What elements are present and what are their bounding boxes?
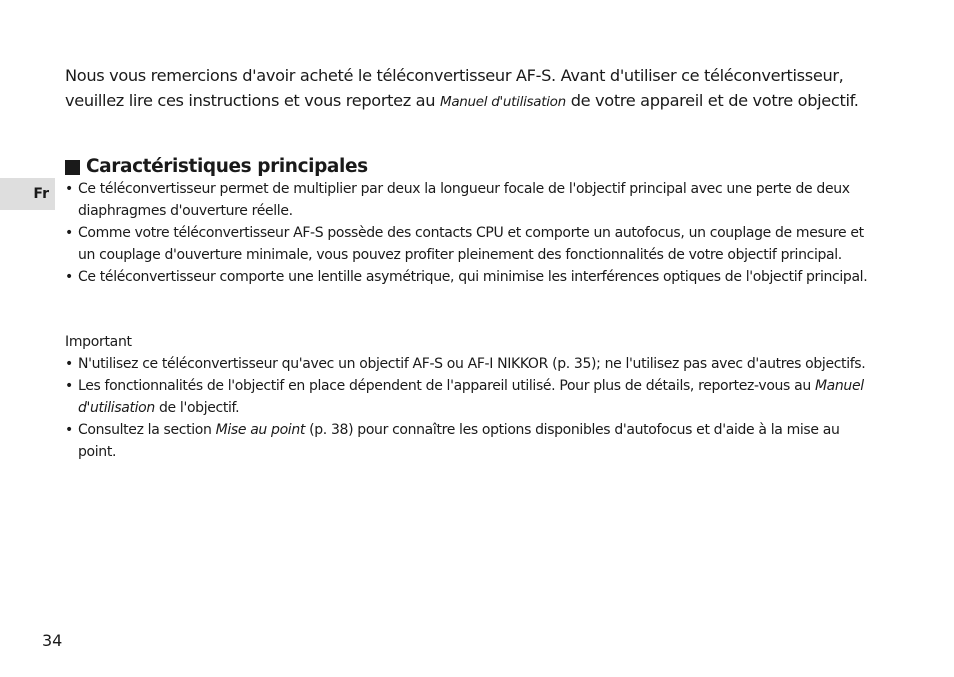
list-item	[65, 353, 880, 375]
important-text: N'utilisez ce téléconvertisseur qu'avec un objectif AF-S ou AF-I NIKKOR (p. 35); ne l'utilisez pas avec d'autres objectifs.	[78, 356, 866, 372]
feature-text: comporte une lentille asymétrique, qui minimise les interférences optiques de l'objectif principal.	[215, 269, 868, 285]
features-list	[65, 178, 880, 288]
feature-text: permet de multiplier par deux la longueur focale de l'objectif principal avec une perte de deux diaphragmes d'ouverture réelle.	[78, 181, 850, 219]
important-label: Important	[65, 334, 132, 350]
feature-text: Comme votre téléconvertisseur AF-S possède des contacts CPU et comporte un autofocus, un couplage de mesure et un couplage d'ouverture minimale, vous pouvez profiter pleinement des fonctionnalités de votre objectif principal.	[78, 225, 864, 263]
feature-lead: Ce téléconvertisseur	[78, 181, 216, 197]
bullet-icon: •	[65, 269, 73, 285]
page-number: 34	[42, 631, 63, 650]
square-bullet-icon	[65, 160, 80, 175]
important-italic-reference: Manuel d'utilisation	[78, 378, 864, 416]
important-text: de l'objectif.	[154, 400, 240, 416]
list-item	[65, 222, 880, 266]
bullet-icon: •	[65, 225, 73, 241]
section-heading-text: Caractéristiques principales	[86, 156, 368, 177]
language-tab-label: Fr	[33, 186, 49, 202]
important-text: Les fonctionnalités de l'objectif en place dépendent de l'appareil utilisé. Pour plus de détails, reportez-vous au	[78, 378, 815, 394]
list-item	[65, 266, 880, 288]
intro-text-2: . Avant d'utiliser ce téléconvertisseur, veuillez lire ces instructions et vous reportez au	[65, 66, 844, 110]
list-item	[65, 375, 880, 419]
intro-manual-reference: Manuel d'utilisation	[439, 93, 566, 110]
bullet-icon: •	[65, 378, 73, 394]
bullet-icon: •	[65, 422, 73, 438]
important-text: (p. 38) pour connaître les options disponibles d'autofocus et d'aide à la mise au point.	[78, 422, 840, 460]
section-heading	[65, 155, 368, 179]
important-text: Consultez la section	[78, 422, 216, 438]
bullet-icon: •	[65, 356, 73, 372]
bullet-icon: •	[65, 181, 73, 197]
intro-product-name: téléconvertisseur AF-S	[376, 66, 552, 85]
important-list	[65, 353, 880, 463]
list-item	[65, 419, 880, 463]
feature-lead: Ce téléconvertisseur	[78, 269, 216, 285]
important-italic-reference: Mise au point	[215, 422, 306, 438]
intro-text-1: Nous vous remercions d'avoir acheté le	[65, 66, 377, 85]
language-tab	[0, 178, 55, 210]
list-item	[65, 178, 880, 222]
intro-text-3: de votre appareil et de votre objectif.	[565, 90, 859, 110]
intro-paragraph	[65, 64, 885, 114]
